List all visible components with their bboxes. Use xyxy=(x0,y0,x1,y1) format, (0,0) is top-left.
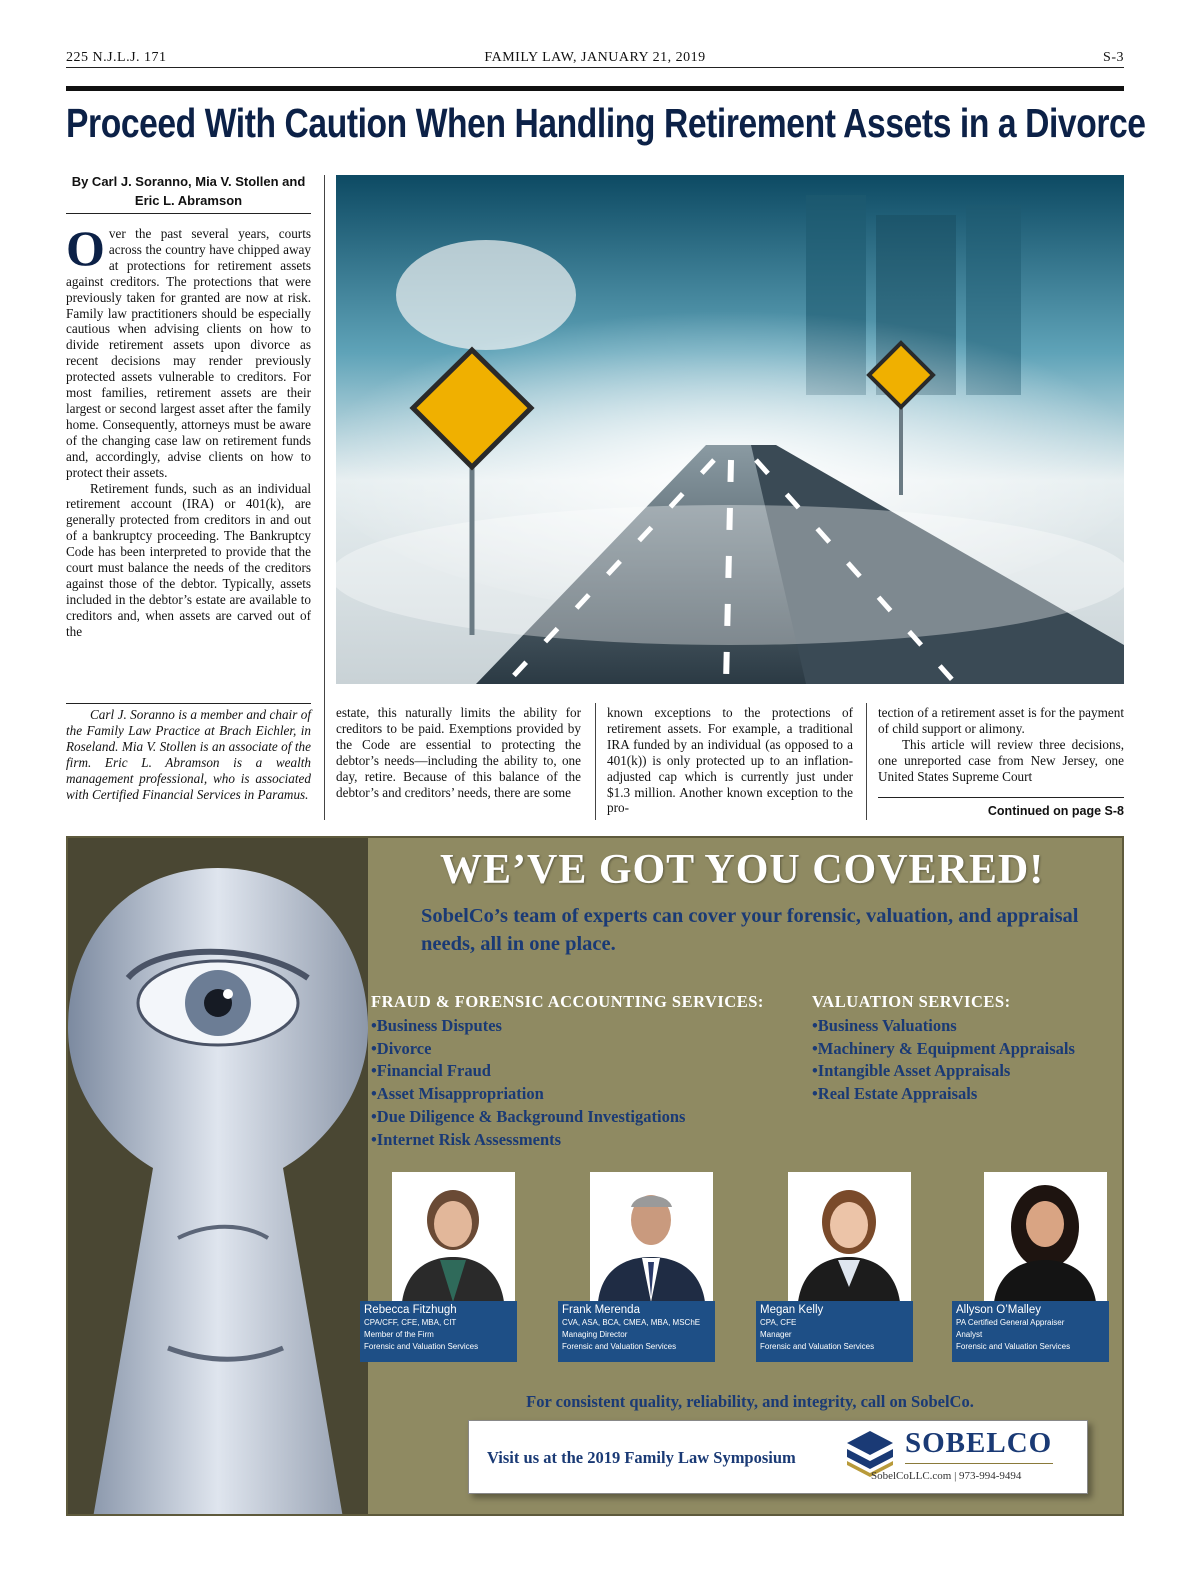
list-item: • Machinery & Equipment Appraisals xyxy=(812,1038,1075,1061)
list-item: • Intangible Asset Appraisals xyxy=(812,1060,1075,1083)
continued-note: Continued on page S-8 xyxy=(878,797,1124,818)
fraud-services-title: FRAUD & FORENSIC ACCOUNTING SERVICES: xyxy=(371,992,764,1011)
staff-card xyxy=(562,1172,713,1351)
list-item: • Divorce xyxy=(371,1038,685,1061)
keyhole-eye-image xyxy=(68,838,368,1516)
staff-photo xyxy=(590,1172,713,1302)
staff-name: Frank Merenda xyxy=(562,1304,640,1316)
paragraph: tection of a retirement asset is for the payment of child support or alimony. xyxy=(878,705,1124,736)
ad-tagline: For consistent quality, reliability, and integrity, call on SobelCo. xyxy=(526,1392,974,1411)
column-divider xyxy=(595,703,596,820)
staff-credentials: CVA, ASA, BCA, CMEA, MBA, MSChE xyxy=(562,1318,701,1327)
list-item: • Due Diligence & Background Investigations xyxy=(371,1106,685,1129)
list-item: • Asset Misappropriation xyxy=(371,1083,685,1106)
list-item: • Business Disputes xyxy=(371,1015,685,1038)
header-rule xyxy=(66,86,1124,91)
ad-subhead: SobelCo’s team of experts can cover your forensic, valuation, and appraisal needs, all in one place. xyxy=(421,905,1079,955)
staff-caption xyxy=(558,1301,715,1362)
list-item: • Business Valuations xyxy=(812,1015,1075,1038)
staff-caption xyxy=(360,1301,517,1362)
staff-department: Forensic and Valuation Services xyxy=(956,1342,1071,1351)
list-item: • Real Estate Appraisals xyxy=(812,1083,1075,1106)
ad-headline: WE’VE GOT YOU COVERED! xyxy=(440,847,1045,893)
staff-name: Megan Kelly xyxy=(760,1304,824,1316)
article-title: Proceed With Caution When Handling Retirement Assets in a Divorce xyxy=(66,100,1146,146)
staff-name: Allyson O’Malley xyxy=(956,1304,1041,1316)
paragraph-2: Retirement funds, such as an individual retirement account (IRA) or 401(k), are generally protected from creditors in and out of a bankruptcy proceeding. The Bankruptcy Code has been interpreted to provide that the court must balance the needs of the creditors against those of the debtor. Typically, assets included in the debtor’s estate are available to creditors and, when assets are carved out of the xyxy=(66,480,311,639)
staff-department: Forensic and Valuation Services xyxy=(364,1342,479,1351)
running-header xyxy=(66,48,1124,68)
symposium-box xyxy=(468,1420,1088,1494)
article-illustration xyxy=(336,175,1124,684)
staff-role: Managing Director xyxy=(562,1330,628,1339)
valuation-services-title: VALUATION SERVICES: xyxy=(812,992,1011,1011)
staff-photo xyxy=(984,1172,1107,1302)
author-bio: Carl J. Soranno is a member and chair of the Family Law Practice at Brach Eichler, in Roseland. Mia V. Stollen is an associate of the firm. Eric L. Abramson is a wealth management professional, who is associated with Certified Financial Services in Paramus. xyxy=(66,703,311,802)
staff-caption xyxy=(952,1301,1109,1362)
column-divider xyxy=(324,175,325,820)
staff-credentials: CPA/CFF, CFE, MBA, CIT xyxy=(364,1318,457,1327)
drop-cap: O xyxy=(66,220,105,276)
staff-card xyxy=(956,1172,1107,1351)
staff-role: Member of the Firm xyxy=(364,1330,434,1339)
section-date: FAMILY LAW, JANUARY 21, 2019 xyxy=(484,50,706,65)
staff-photo xyxy=(392,1172,515,1302)
article-column-1 xyxy=(66,220,311,640)
page-number: S-3 xyxy=(1103,50,1124,65)
staff-credentials: CPA, CFE xyxy=(760,1318,797,1327)
staff-department: Forensic and Valuation Services xyxy=(562,1342,677,1351)
sobelco-contact: SobelCoLLC.com | 973-994-9494 xyxy=(871,1470,1022,1482)
staff-card xyxy=(760,1172,911,1351)
sobelco-logo-text: SOBELCO xyxy=(905,1427,1053,1459)
article-column-2 xyxy=(336,705,581,800)
column-divider xyxy=(866,703,867,820)
list-item: • Internet Risk Assessments xyxy=(371,1129,685,1152)
staff-name: Rebecca Fitzhugh xyxy=(364,1304,457,1316)
staff-card xyxy=(364,1172,515,1351)
list-item: • Financial Fraud xyxy=(371,1060,685,1083)
paragraph: This article will review three decisions, one unreported case from New Jersey, one United States Supreme Court xyxy=(878,736,1124,784)
byline: By Carl J. Soranno, Mia V. Stollen and Eric L. Abramson xyxy=(66,172,311,214)
logo-divider xyxy=(905,1463,1053,1464)
paragraph-1: ver the past several years, courts across the country have chipped away at protections for retirement assets against creditors. The protections that were previously taken for granted are now at risk. Family law practitioners should be especially cautious when advising clients on how to divide retirement assets upon divorce as recent decisions may render previously protected assets vulnerable to creditors. For most families, retirement assets are their largest or second largest asset after the family home. Consequently, attorneys must be aware of the changing case law on retirement funds and, accordingly, advise clients on how to protect their assets. xyxy=(66,226,311,480)
fraud-services-list xyxy=(371,1015,685,1151)
citation: 225 N.J.L.J. 171 xyxy=(66,50,167,65)
article-column-4 xyxy=(878,705,1124,785)
sobelco-advertisement xyxy=(66,836,1124,1516)
staff-role: Manager xyxy=(760,1330,792,1339)
paragraph: known exceptions to the protections of retirement assets. For example, a traditional IRA funded by an individual (as opposed to a 401(k)) is only protected up to an inflation-adjusted cap which is currently just under $1.3 million. Another known exception to the pro- xyxy=(607,705,853,816)
staff-caption xyxy=(756,1301,913,1362)
staff-role: Analyst xyxy=(956,1330,983,1339)
article-column-3 xyxy=(607,705,853,816)
paragraph: estate, this naturally limits the ability for creditors to be paid. Exemptions provided by the Code are essential to protecting the debtor’s needs—including the ability to, one day, retire. Because of this balance of the debtor’s and creditors’ needs, there are some xyxy=(336,705,581,800)
staff-department: Forensic and Valuation Services xyxy=(760,1342,875,1351)
symposium-text: Visit us at the 2019 Family Law Symposium xyxy=(487,1448,796,1467)
staff-photo xyxy=(788,1172,911,1302)
staff-credentials: PA Certified General Appraiser xyxy=(956,1318,1065,1327)
valuation-services-list xyxy=(812,1015,1075,1106)
